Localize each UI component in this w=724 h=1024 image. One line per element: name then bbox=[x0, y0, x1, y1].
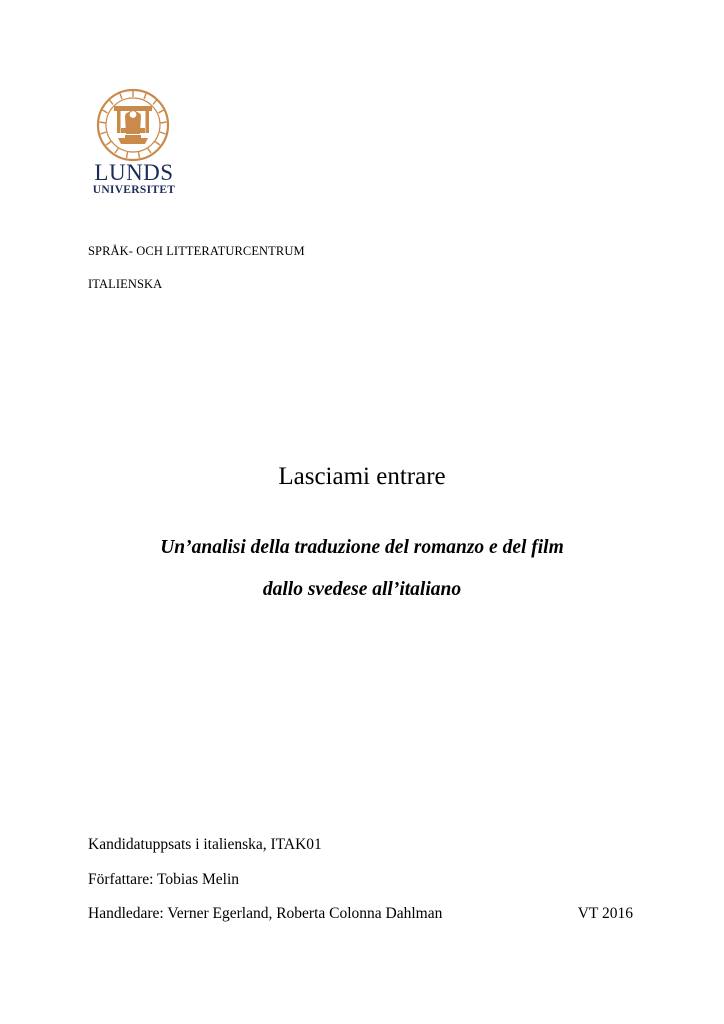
supervisors-line: Handledare: Verner Egerland, Roberta Colonna Dahlman bbox=[88, 905, 443, 922]
author-line: Författare: Tobias Melin bbox=[88, 871, 240, 888]
subject-name: ITALIENSKA bbox=[88, 277, 163, 291]
logo-wordmark-universitet: UNIVERSITET bbox=[92, 184, 176, 196]
subtitle-line-1: Un’analisi della traduzione del romanzo e del film bbox=[160, 537, 564, 558]
department-name: SPRÅK- OCH LITTERATURCENTRUM bbox=[88, 244, 305, 258]
university-logo bbox=[88, 88, 178, 196]
term-label: VT 2016 bbox=[577, 905, 633, 922]
subtitle-line-2: dallo svedese all’italiano bbox=[262, 579, 462, 600]
document-title: Lasciami entrare bbox=[278, 463, 446, 490]
logo-wordmark-lunds: LUNDS bbox=[94, 160, 174, 185]
thesis-type: Kandidatuppsats i italienska, ITAK01 bbox=[88, 836, 322, 853]
university-seal-icon bbox=[96, 88, 170, 162]
